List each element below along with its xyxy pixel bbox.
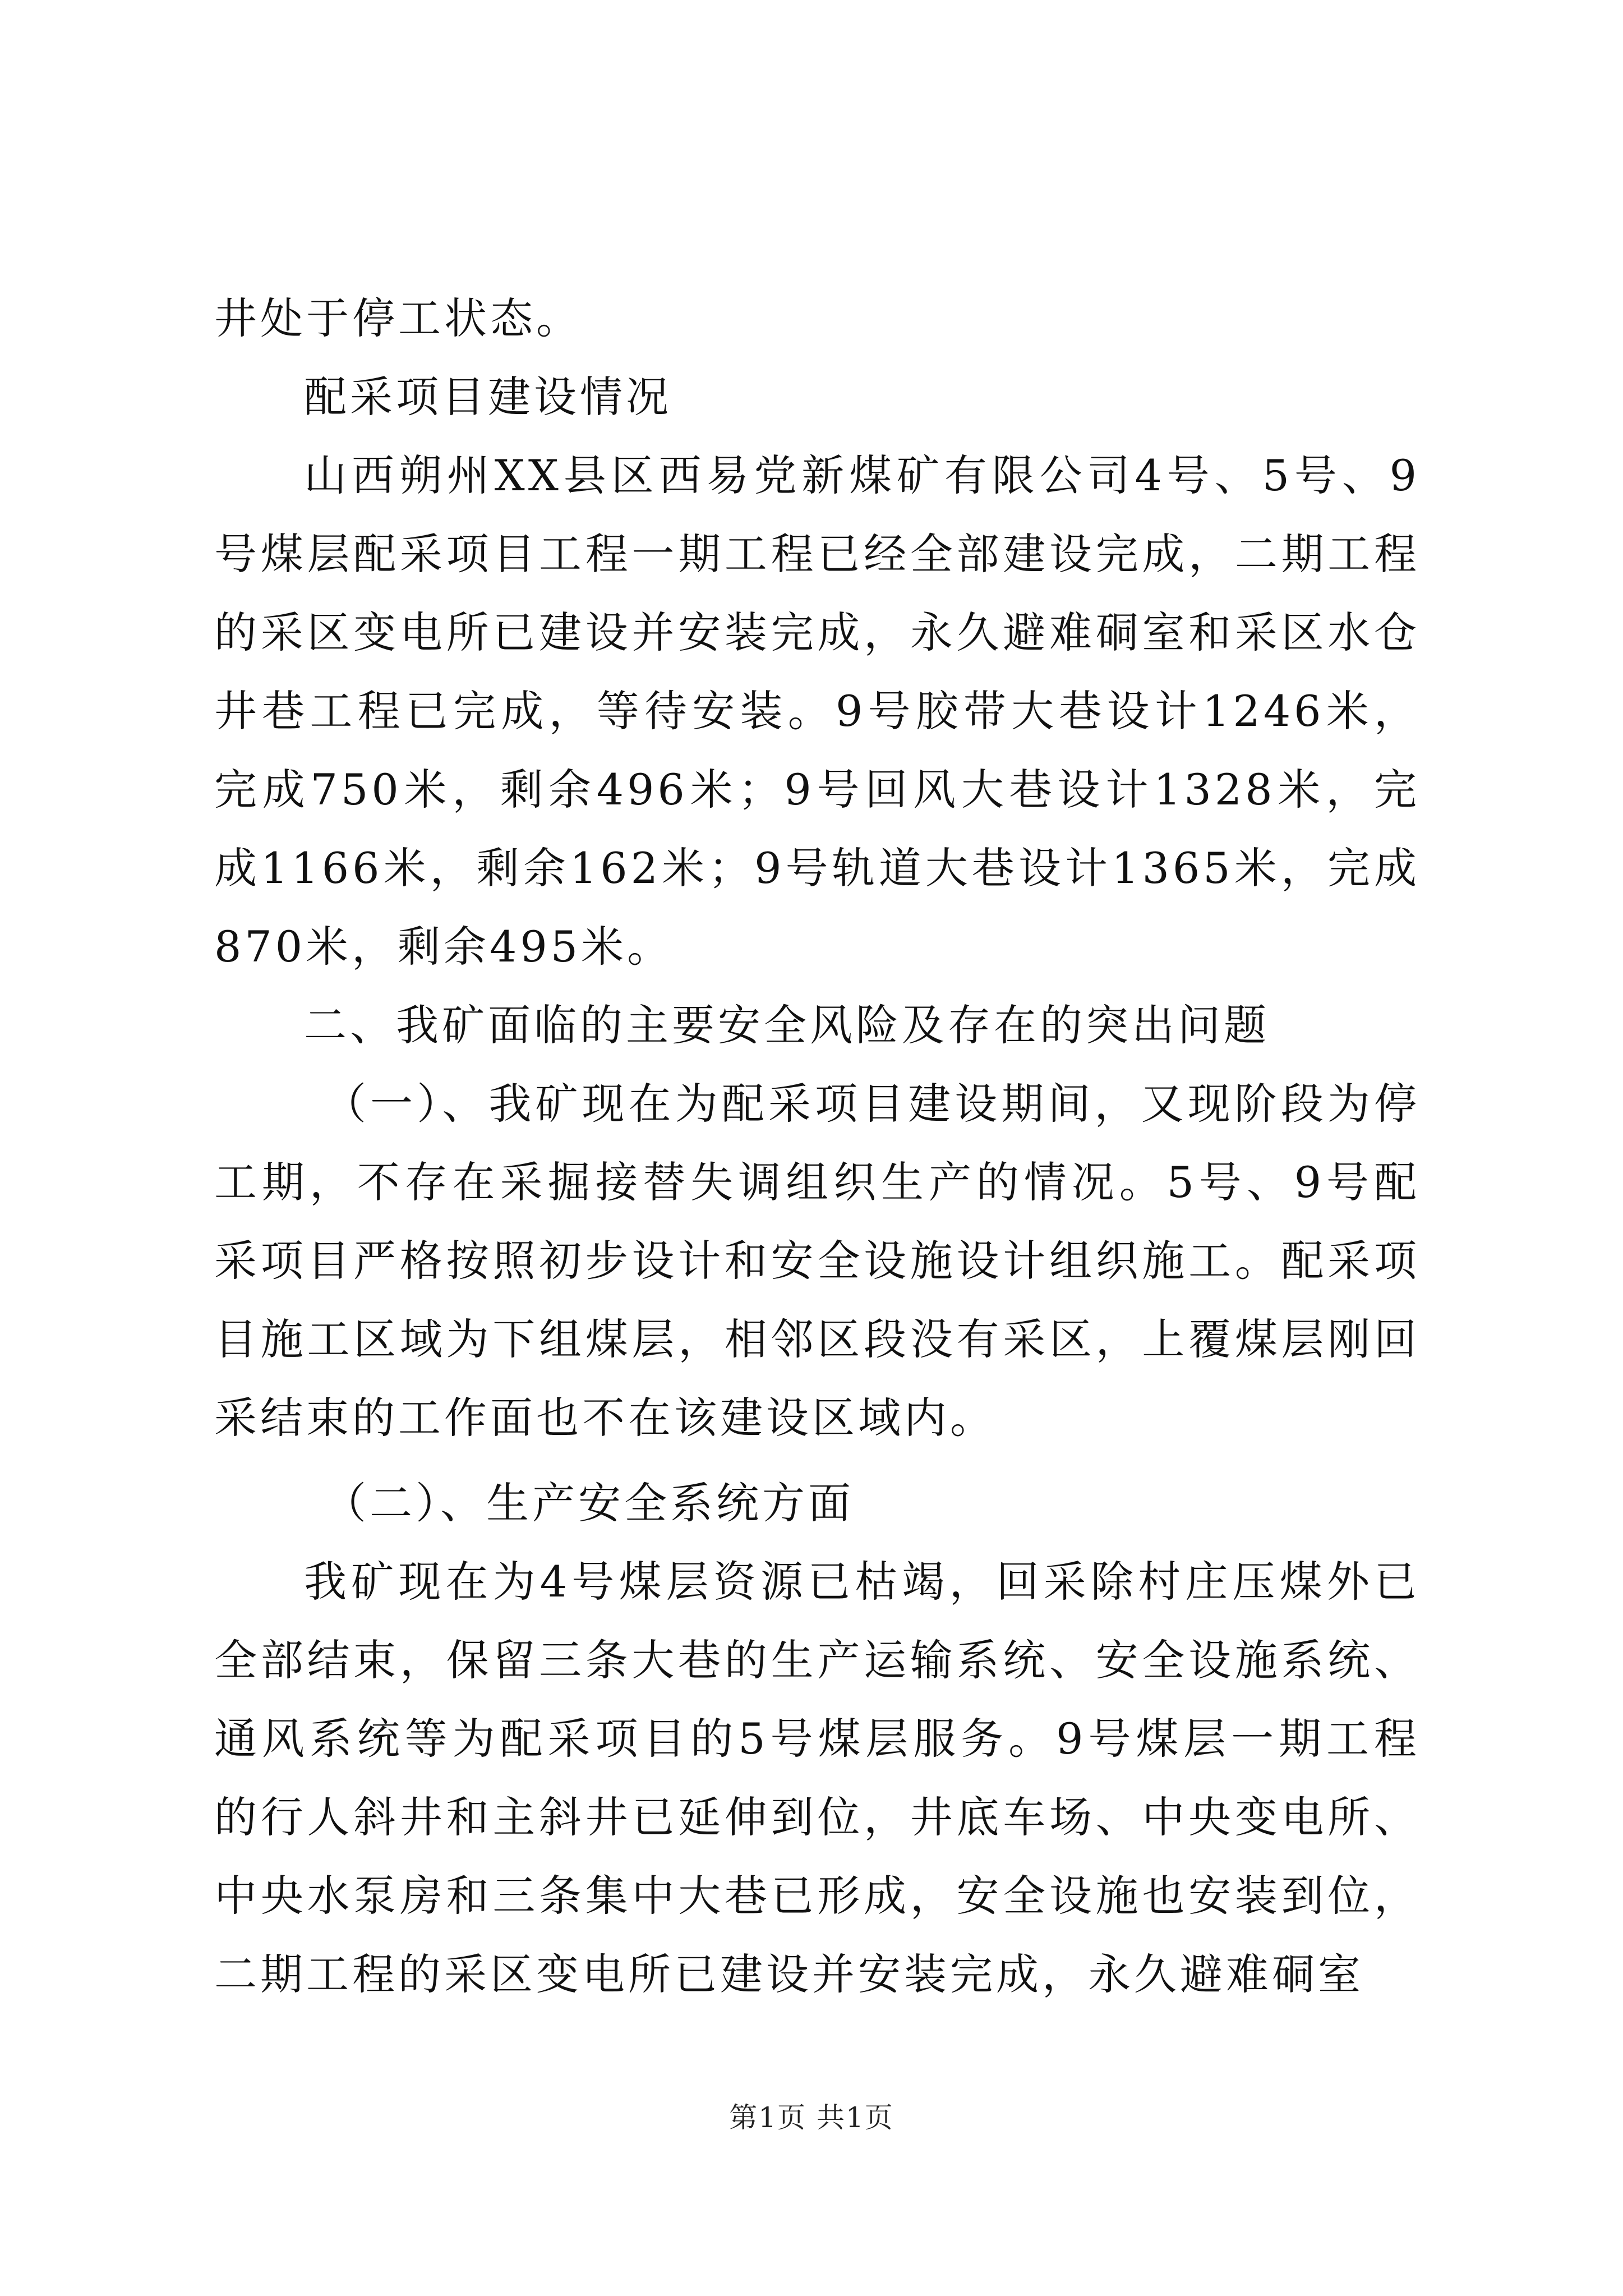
section-heading-risks: 二、我矿面临的主要安全风险及存在的突出问题: [304, 1000, 1270, 1050]
paragraph-project-progress: 山西朔州XX县区西易党新煤矿有限公司4号、5号、9号煤层配采项目工程一期工程已经全部建设完成，二期工程的采区变电所已建设并安装完成，永久避难硐室和采区水仓井巷工程已完成，等待安装。9号胶带大巷设计1246米，完成750米，剩余496米；9号回风大巷设计1328米，完成1166米，剩余162米；9号轨道大巷设计1365米，完成870米，剩余495米。: [214, 450, 1420, 972]
section-heading-project-status: 配采项目建设情况: [304, 372, 672, 422]
paragraph-continuation: 井处于停工状态。: [214, 293, 582, 343]
section-heading-safety-systems: （二）、生产安全系统方面: [324, 1478, 854, 1528]
page-footer: 第1页 共1页: [729, 2101, 894, 2134]
paragraph-safety-systems: 我矿现在为4号煤层资源已枯竭，回采除村庄压煤外已全部结束，保留三条大巷的生产运输系统、安全设施系统、通风系统等为配采项目的5号煤层服务。9号煤层一期工程的行人斜井和主斜井已延伸到位，井底车场、中央变电所、中央水泵房和三条集中大巷已形成，安全设施也安装到位，二期工程的采区变电所已建设并安装完成，永久避难硐室: [214, 1557, 1420, 1999]
paragraph-item-one: （一）、我矿现在为配采项目建设期间，又现阶段为停工期，不存在采掘接替失调组织生产的情况。5号、9号配采项目严格按照初步设计和安全设施设计组织施工。配采项目施工区域为下组煤层，相邻区段没有采区，上覆煤层刚回采结束的工作面也不在该建设区域内。: [214, 1079, 1420, 1443]
document-body: [214, 279, 1420, 2014]
